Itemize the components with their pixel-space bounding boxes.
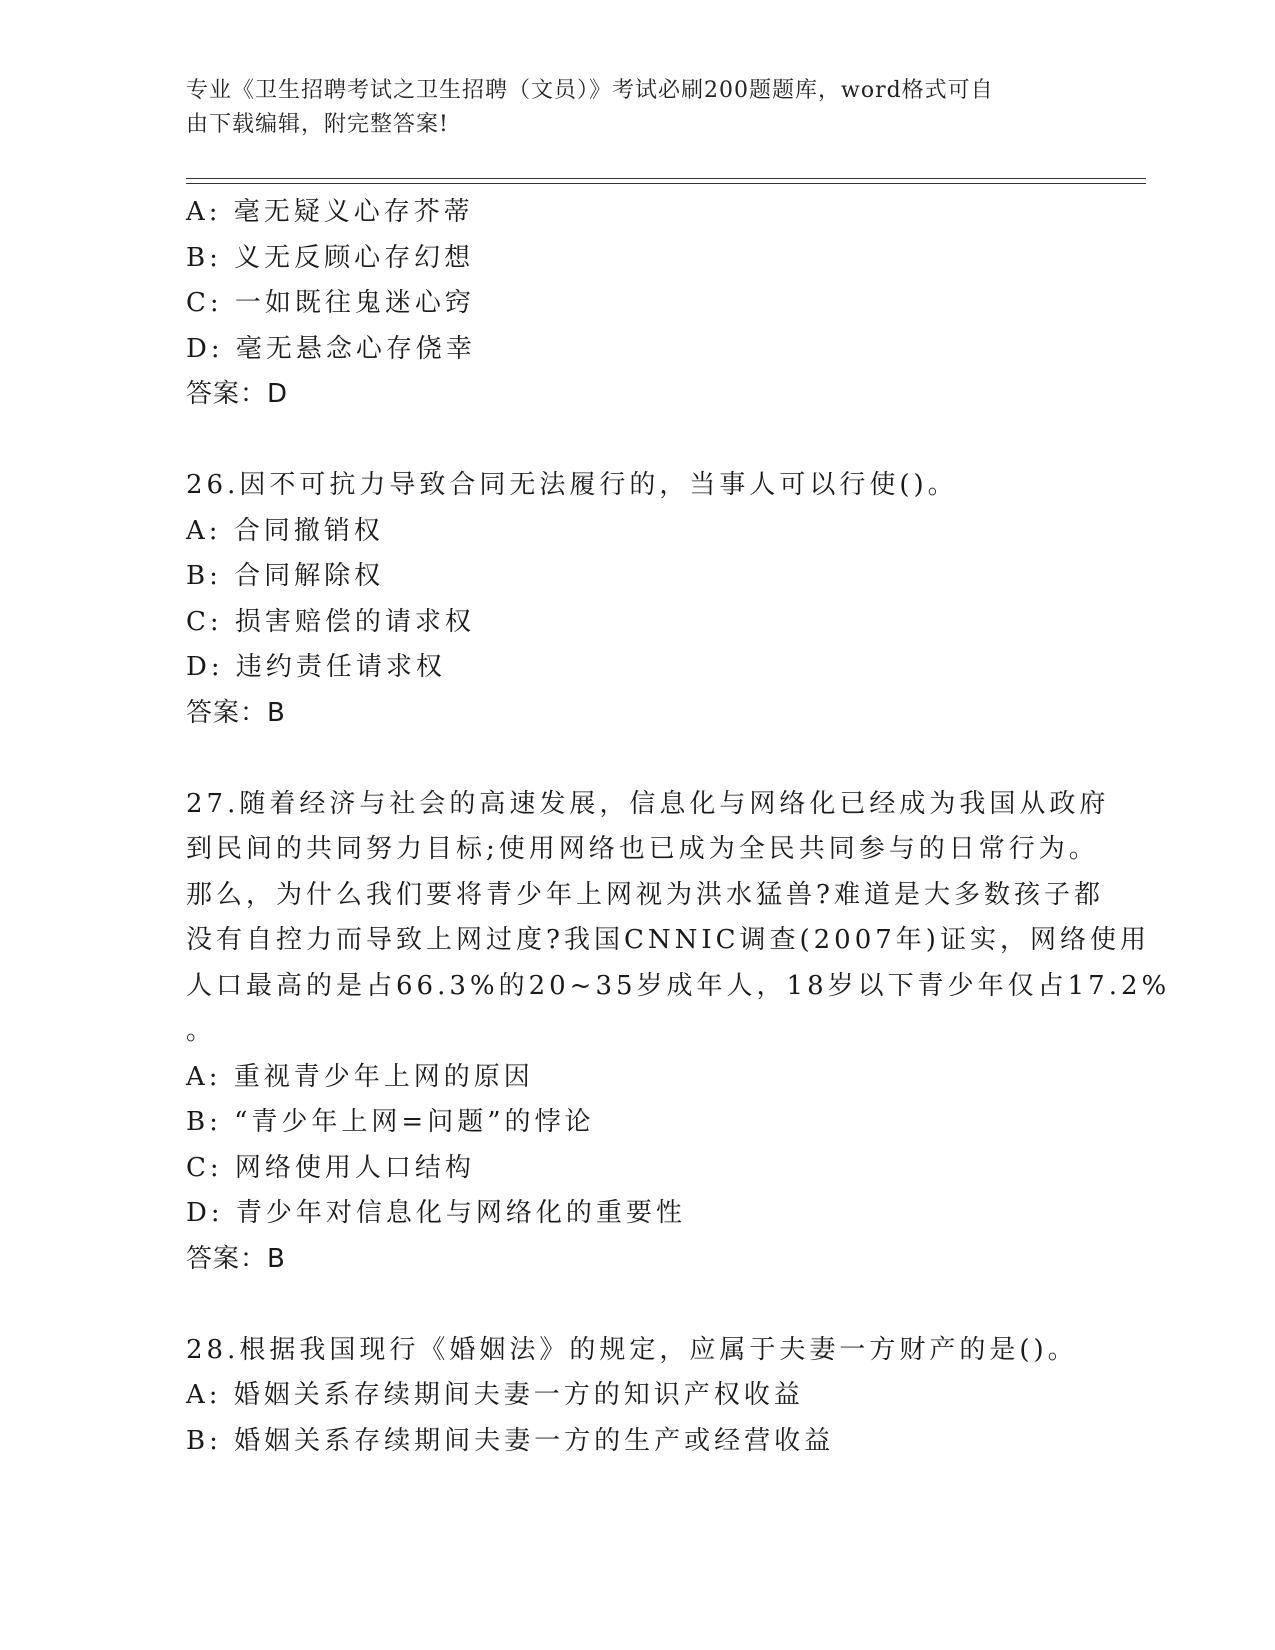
option-b: B: “青少年上网=问题”的悖论	[186, 1107, 595, 1137]
question-stem: 26.因不可抗力导致合同无法履行的，当事人可以行使()。	[186, 470, 958, 500]
question-stem-line: 到民间的共同努力目标;使用网络也已成为全民共同参与的日常行为。	[186, 834, 1099, 864]
option-b: B: 婚姻关系存续期间夫妻一方的生产或经营收益	[186, 1425, 835, 1456]
question-stem: 28.根据我国现行《婚姻法》的规定，应属于夫妻一方财产的是()。	[186, 1334, 1078, 1365]
option-c: C: 一如既往鬼迷心窍	[186, 288, 475, 318]
option-b: B: 合同解除权	[186, 561, 385, 591]
option-a: A: 毫无疑义心存芥蒂	[186, 197, 474, 227]
answer: 答案：B	[186, 697, 286, 728]
question-stem-line: 27.随着经济与社会的高速发展，信息化与网络化已经成为我国从政府	[186, 788, 1110, 819]
question-26	[186, 463, 1086, 736]
answer: 答案：D	[186, 379, 289, 409]
header-divider-top	[186, 178, 1146, 179]
header-line-1: 专业《卫生招聘考试之卫生招聘（文员）》考试必刷200题题库，word格式可自	[186, 78, 994, 103]
option-d: D: 毫无悬念心存侥幸	[186, 333, 476, 364]
option-d: D: 青少年对信息化与网络化的重要性	[186, 1198, 686, 1228]
spacer	[186, 1282, 1086, 1328]
option-b: B: 义无反顾心存幻想	[186, 242, 475, 273]
option-d: D: 违约责任请求权	[186, 652, 446, 682]
question-stem-line: 没有自控力而导致上网过度?我国CNNIC调查(2007年)证实，网络使用	[186, 925, 1150, 955]
option-c: C: 网络使用人口结构	[186, 1152, 475, 1183]
question-stem-line: 那么，为什么我们要将青少年上网视为洪水猛兽?难道是大多数孩子都	[186, 879, 1104, 910]
header-divider-bottom	[186, 183, 1146, 184]
question-25	[186, 190, 1086, 418]
answer: 答案：B	[186, 1243, 286, 1274]
option-a: A: 婚姻关系存续期间夫妻一方的知识产权收益	[186, 1380, 804, 1410]
option-a: A: 重视青少年上网的原因	[186, 1061, 534, 1092]
document-header	[186, 74, 1066, 142]
question-28	[186, 1328, 1086, 1465]
question-list	[186, 190, 1171, 1464]
option-a: A: 合同撤销权	[186, 515, 384, 546]
question-27	[186, 782, 1171, 1283]
spacer	[186, 418, 1086, 464]
question-stem-line: 人口最高的是占66.3%的20~35岁成年人，18岁以下青少年仅占17.2%	[186, 970, 1171, 1001]
question-stem-line: 。	[186, 1016, 217, 1046]
header-line-2: 由下载编辑，附完整答案!	[186, 112, 449, 137]
spacer	[186, 736, 1086, 782]
option-c: C: 损害赔偿的请求权	[186, 606, 475, 637]
